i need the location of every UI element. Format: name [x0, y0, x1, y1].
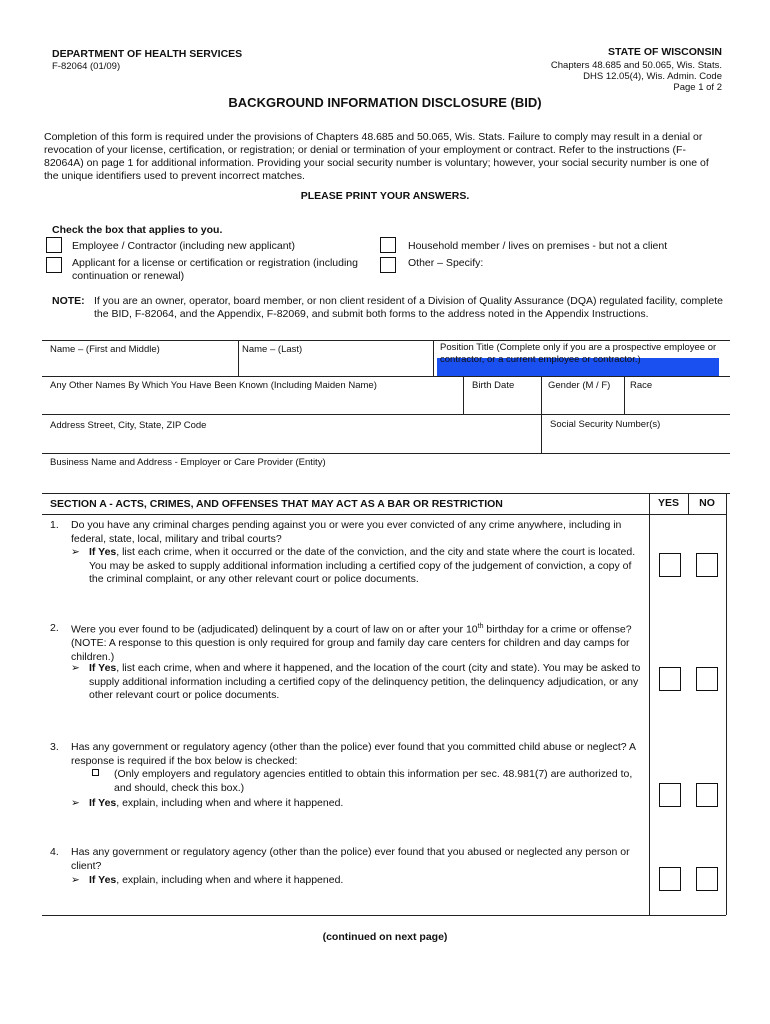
note-label: NOTE: [52, 295, 85, 307]
applicant-label: Applicant for a license or certification or registration (including continuation or renewal) [72, 257, 358, 282]
statute-line-2: DHS 12.05(4), Wis. Admin. Code [583, 71, 722, 82]
question-3-check: (Only employers and regulatory agencies entitled to obtain this information per sec. 48.981(7) are authorized to, and should, check this box.) [92, 768, 637, 795]
continued-notice: (continued on next page) [322, 931, 448, 943]
no-header: NO [699, 497, 715, 509]
position-title-field[interactable]: Position Title (Complete only if you are a prospective employee or contractor, or a current employee or contractor.) [440, 342, 717, 365]
q1-no-checkbox[interactable] [696, 553, 718, 577]
question-1-followup: ➢ If Yes, list each crime, when it occurred or the date of the conviction, and the city and state where the court is located. You may be asked to supply additional information including a certified copy of the judgement of conviction, a copy of the criminal complaint, or any other relevant court or police documents. [71, 546, 636, 585]
arrow-icon: ➢ [71, 797, 80, 809]
q2-yes-checkbox[interactable] [659, 667, 681, 691]
question-2-followup: ➢ If Yes, list each crime, when and where it happened, and the location of the court (city and state). You may be asked to supply additional information including a certified copy of the delinquency petition, the delinquency adjudication, or any other relevant court or police documents. [71, 662, 641, 701]
q3-no-checkbox[interactable] [696, 783, 718, 807]
other-label: Other – Specify: [408, 257, 484, 269]
arrow-icon: ➢ [71, 874, 80, 886]
arrow-icon: ➢ [71, 662, 80, 674]
intro-paragraph: Completion of this form is required under the provisions of Chapters 48.685 and 50.065, Wis. Stats. Failure to comply may result in a denial or revocation of your license, certification, or registration; or denial or termination of your employment or contract. Refer to the instructions (F-82064A) on page 1 for additional information. Providing your social security number is voluntary; however, your social security number is one of the unique identifiers used to prevent incorrect matches. [44, 131, 709, 182]
question-4-number: 4. [50, 846, 59, 858]
other-checkbox[interactable] [380, 257, 396, 273]
employee-checkbox[interactable] [46, 237, 62, 253]
race-field[interactable]: Race [630, 380, 653, 391]
q4-no-checkbox[interactable] [696, 867, 718, 891]
q1-yes-checkbox[interactable] [659, 553, 681, 577]
section-a-title: SECTION A - ACTS, CRIMES, AND OFFENSES THAT MAY ACT AS A BAR OR RESTRICTION [50, 498, 503, 510]
print-notice: PLEASE PRINT YOUR ANSWERS. [300, 190, 470, 202]
question-3-followup: ➢ If Yes, explain, including when and where it happened. [71, 797, 344, 809]
ssn-field[interactable]: Social Security Number(s) [550, 419, 661, 430]
question-2-text: Were you ever found to be (adjudicated) delinquent by a court of law on or after your 10th birthday for a crime or offense? (NOTE: A response to this question is only required for group and family day care centers for children and day camps for children.) [71, 623, 632, 663]
question-4-text: Has any government or regulatory agency (other than the police) ever found that you abused or neglected any person or client? [71, 846, 630, 872]
form-title: BACKGROUND INFORMATION DISCLOSURE (BID) [228, 95, 542, 110]
question-2-number: 2. [50, 622, 59, 634]
page-number: Page 1 of 2 [673, 82, 722, 93]
check-heading: Check the box that applies to you. [52, 224, 223, 236]
form-number: F-82064 (01/09) [52, 61, 121, 72]
question-3-text: Has any government or regulatory agency (other than the police) ever found that you committed child abuse or neglect? A response is required if the box below is checked: [71, 741, 636, 767]
statute-line-1: Chapters 48.685 and 50.065, Wis. Stats. [550, 60, 722, 71]
name-first-field[interactable]: Name – (First and Middle) [50, 344, 160, 355]
state-name: STATE OF WISCONSIN [608, 46, 722, 58]
name-last-field[interactable]: Name – (Last) [242, 344, 303, 355]
question-1-text: Do you have any criminal charges pending against you or were you ever convicted of any crime anywhere, including in federal, state, local, military and tribal courts? [71, 519, 622, 545]
other-names-field[interactable]: Any Other Names By Which You Have Been Known (Including Maiden Name) [50, 380, 377, 391]
arrow-icon: ➢ [71, 546, 80, 558]
question-1-number: 1. [50, 519, 59, 531]
household-checkbox[interactable] [380, 237, 396, 253]
yes-header: YES [657, 497, 679, 509]
question-4-followup: ➢ If Yes, explain, including when and where it happened. [71, 874, 344, 886]
agency-checkbox[interactable] [92, 769, 99, 776]
employee-label: Employee / Contractor (including new applicant) [72, 240, 295, 252]
gender-field[interactable]: Gender (M / F) [548, 380, 611, 391]
household-label: Household member / lives on premises - but not a client [408, 240, 668, 252]
business-field[interactable]: Business Name and Address - Employer or Care Provider (Entity) [50, 457, 326, 468]
q4-yes-checkbox[interactable] [659, 867, 681, 891]
q3-yes-checkbox[interactable] [659, 783, 681, 807]
address-field[interactable]: Address Street, City, State, ZIP Code [50, 420, 207, 431]
birth-date-field[interactable]: Birth Date [472, 380, 515, 391]
note-text: If you are an owner, operator, board member, or non client resident of a Division of Quality Assurance (DQA) regulated facility, complete the BID, F-82064, and the Appendix, F-82069, and submit both forms to the address noted in the Appendix Instructions. [94, 295, 723, 320]
applicant-checkbox[interactable] [46, 257, 62, 273]
question-3-number: 3. [50, 741, 59, 753]
department-name: DEPARTMENT OF HEALTH SERVICES [52, 48, 243, 60]
q2-no-checkbox[interactable] [696, 667, 718, 691]
